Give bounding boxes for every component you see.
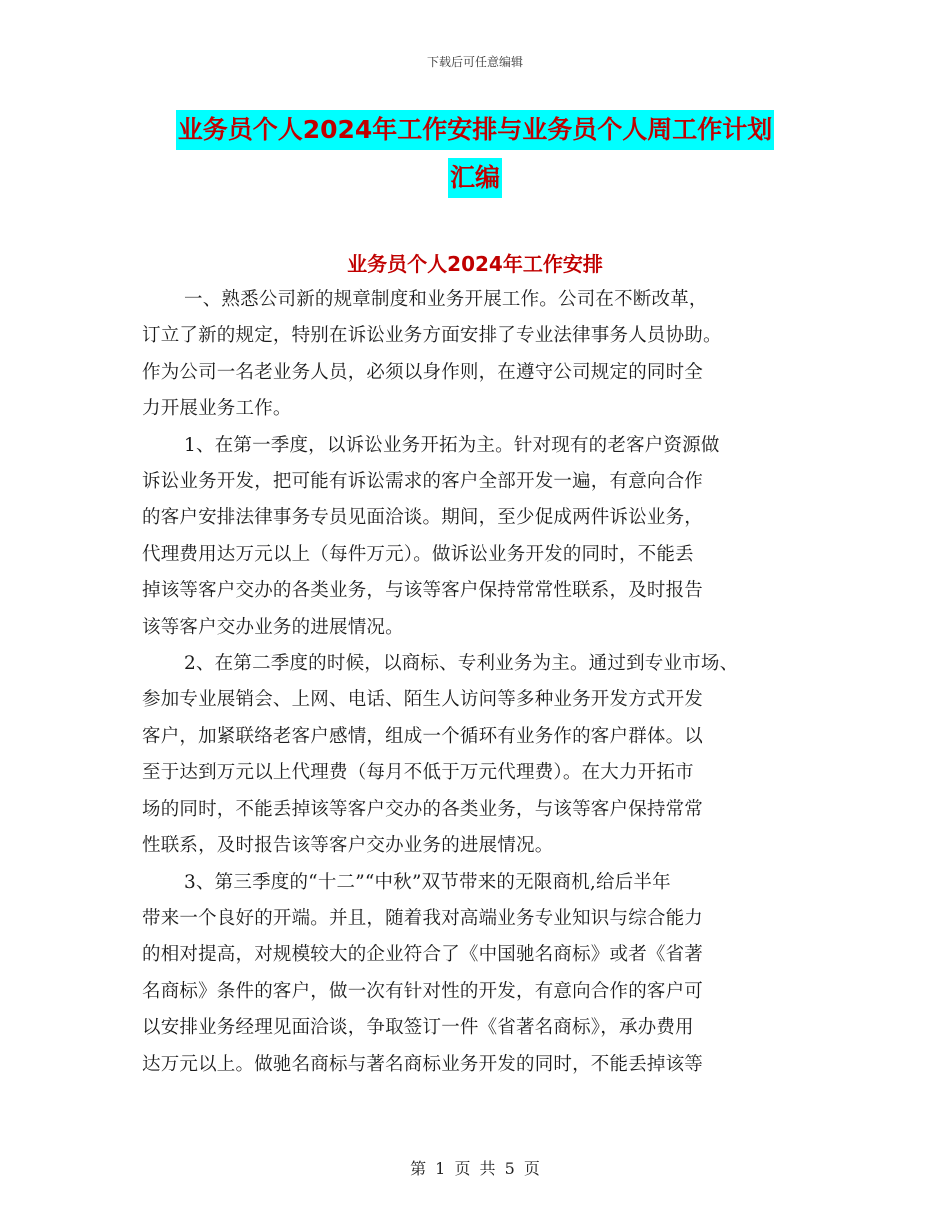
text-line: 诉讼业务开发，把可能有诉讼需求的客户全部开发一遍，有意向合作 <box>142 471 704 493</box>
text-line: 力开展业务工作。 <box>142 398 292 420</box>
text-line: 的客户安排法律事务专员见面洽谈。期间，至少促成两件诉讼业务， <box>142 507 704 529</box>
text-line: 至于达到万元以上代理费（每月不低于万元代理费）。在大力开拓市 <box>142 762 694 784</box>
text-line: 3、第三季度的“十二”“中秋”双节带来的无限商机,给后半年 <box>184 871 671 893</box>
text-line: 场的同时，不能丢掉该等客户交办的各类业务，与该等客户保持常常 <box>142 798 704 820</box>
paragraph <box>142 865 832 1083</box>
paragraph <box>142 428 832 646</box>
text-line: 作为公司一名老业务人员，必须以身作则，在遵守公司规定的同时全 <box>142 361 704 383</box>
text-line: 一、熟悉公司新的规章制度和业务开展工作。公司在不断改革， <box>184 289 708 310</box>
text-line: 客户，加紧联络老客户感情，组成一个循环有业务作的客户群体。以 <box>142 725 704 747</box>
document-body <box>142 282 832 1083</box>
text-line: 以安排业务经理见面洽谈，争取签订一件《省著名商标》，承办费用 <box>142 1017 694 1039</box>
text-line: 代理费用达万元以上（每件万元）。做诉讼业务开发的同时，不能丢 <box>142 543 694 565</box>
text-line: 参加专业展销会、上网、电话、陌生人访问等多种业务开发方式开发 <box>142 689 704 711</box>
section-title: 业务员个人2024年工作安排 <box>347 252 603 276</box>
document-title <box>0 110 950 198</box>
text-line: 订立了新的规定，特别在诉讼业务方面安排了专业法律事务人员协助。 <box>142 325 722 347</box>
page-header-note: 下载后可任意编辑 <box>426 55 523 69</box>
text-line: 名商标》条件的客户，做一次有针对性的开发，有意向合作的客户可 <box>142 980 704 1002</box>
document-title-line-1: 业务员个人2024年工作安排与业务员个人周工作计划 <box>176 110 775 150</box>
text-line: 的相对提高，对规模较大的企业符合了《中国驰名商标》或者《省著 <box>142 944 704 966</box>
text-line: 性联系，及时报告该等客户交办业务的进展情况。 <box>142 835 554 857</box>
paragraph <box>142 282 832 428</box>
text-line: 带来一个良好的开端。并且，随着我对高端业务专业知识与综合能力 <box>142 907 704 929</box>
text-line: 达万元以上。做驰名商标与著名商标业务开发的同时，不能丢掉该等 <box>142 1053 704 1075</box>
text-line: 该等客户交办业务的进展情况。 <box>142 616 404 638</box>
paragraph <box>142 646 832 864</box>
document-title-line-2: 汇编 <box>448 158 502 198</box>
text-line: 2、在第二季度的时候，以商标、专利业务为主。通过到专业市场、 <box>184 653 739 675</box>
text-line: 掉该等客户交办的各类业务，与该等客户保持常常性联系，及时报告 <box>142 580 704 602</box>
page-footer-page-number: 第 1 页 共 5 页 <box>410 1159 540 1178</box>
text-line: 1、在第一季度，以诉讼业务开拓为主。针对现有的老客户资源做 <box>184 434 720 456</box>
